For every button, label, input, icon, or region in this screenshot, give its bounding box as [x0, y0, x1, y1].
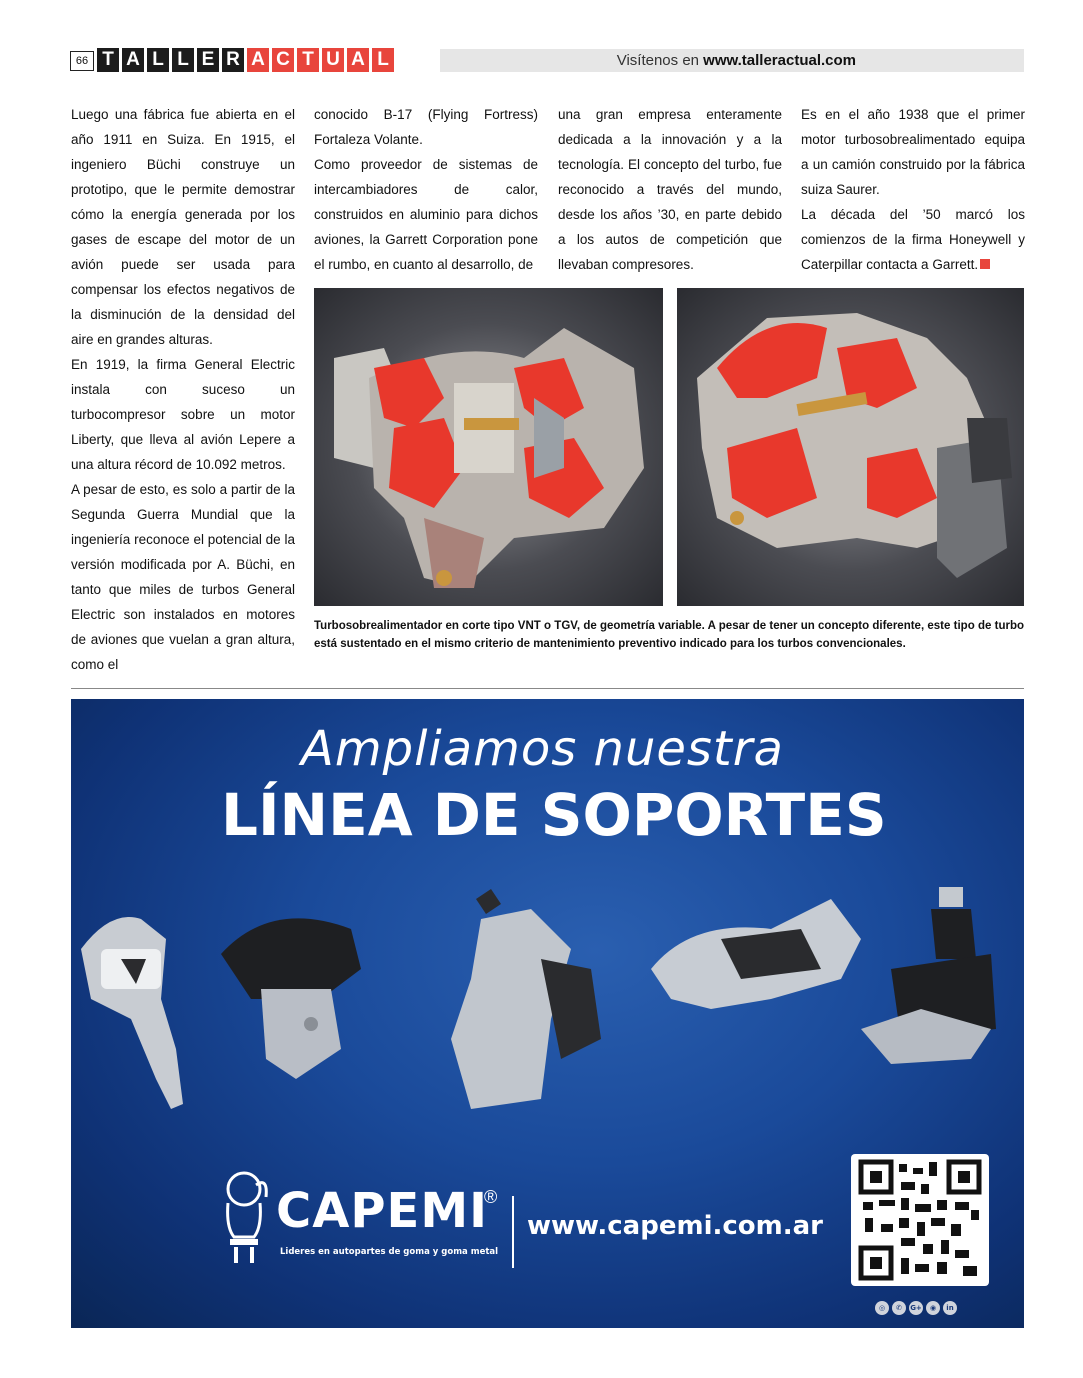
- logo-letter: L: [147, 48, 169, 72]
- section-divider: [71, 688, 1024, 689]
- ad-headline-bold: LÍNEA DE SOPORTES: [221, 781, 887, 849]
- logo-letter: C: [272, 48, 294, 72]
- article-column-2: [314, 102, 538, 277]
- capemi-website-link[interactable]: www.capemi.com.ar: [527, 1211, 823, 1241]
- logo-letter: L: [172, 48, 194, 72]
- site-banner: [440, 49, 1024, 72]
- google-plus-icon[interactable]: G+: [909, 1301, 923, 1315]
- logo-letter: U: [322, 48, 344, 72]
- end-of-article-icon: [980, 259, 990, 269]
- paragraph: A pesar de esto, es solo a partir de la Segunda Guerra Mundial que la ingeniería reconoce el potencial de la versión modificada por A. Büchi, en tanto que miles de turbos General Electric son instalados en motores de aviones que vuelan a gran altura, como el: [71, 482, 295, 672]
- article-column-1: [71, 102, 295, 677]
- logo-letter: A: [247, 48, 269, 72]
- logo-letter: A: [122, 48, 144, 72]
- paragraph: conocido B-17 (Flying Fortress) Fortaleza Volante.: [314, 107, 538, 147]
- social-icons: [875, 1301, 957, 1315]
- brand-name: CAPEMI: [276, 1183, 488, 1239]
- logo-letter: E: [197, 48, 219, 72]
- paragraph: En 1919, la firma General Electric instala con suceso un turbocompresor sobre un motor Liberty, que lleva al avión Lepere a una altura récord de 10.092 metros.: [71, 357, 295, 472]
- logo-letter: T: [297, 48, 319, 72]
- logo-letter: R: [222, 48, 244, 72]
- linkedin-icon[interactable]: in: [943, 1301, 957, 1315]
- ad-headline-light: Ampliamos nuestra: [301, 721, 784, 777]
- whatsapp-icon[interactable]: ✆: [892, 1301, 906, 1315]
- capemi-advertisement[interactable]: [71, 699, 1024, 1328]
- instagram-icon[interactable]: ◉: [926, 1301, 940, 1315]
- registered-mark: ®: [484, 1187, 498, 1207]
- magazine-logo: [97, 48, 394, 72]
- article-column-4: [801, 102, 1025, 277]
- capemi-logo: [216, 1161, 516, 1281]
- turbo-cutaway-photo-2: [677, 288, 1024, 606]
- paragraph: Como proveedor de sistemas de intercambiadores de calor, construidos en aluminio para dichos aviones, la Garrett Corporation pone el rumbo, en cuanto al desarrollo, de: [314, 157, 538, 272]
- article-column-3: [558, 102, 782, 277]
- paragraph: Es en el año 1938 que el primer motor turbosobrealimentado equipa a un camión construido por la fábrica suiza Saurer.: [801, 107, 1025, 197]
- elephant-mascot-icon: [216, 1167, 272, 1267]
- paragraph: [801, 202, 1025, 277]
- logo-letter: L: [372, 48, 394, 72]
- site-url-link[interactable]: www.talleractual.com: [703, 52, 856, 69]
- photo-caption: Turbosobrealimentador en corte tipo VNT o TGV, de geometría variable. A pesar de tener un concepto diferente, este tipo de turbo está sustentado en el mismo criterio de mantenimiento preventivo indicado para los turbos convencionales.: [314, 620, 1024, 650]
- logo-letter: T: [97, 48, 119, 72]
- paragraph: Luego una fábrica fue abierta en el año 1911 en Suiza. En 1915, el ingeniero Büchi construye un prototipo, que le permite demostrar cómo la energía generada por los gases de escape del motor de un avión puede ser usada para compensar los efectos negativos de la disminución de la densidad del aire en grandes alturas.: [71, 107, 295, 347]
- site-label: Visítenos en: [616, 52, 699, 69]
- qr-code-icon: [851, 1154, 989, 1286]
- logo-separator: [512, 1196, 514, 1268]
- turbo-cutaway-illustration: [677, 288, 1024, 606]
- turbo-cutaway-illustration: [314, 288, 663, 606]
- paragraph: una gran empresa enteramente dedicada a la innovación y a la tecnología. El concepto del turbo, fue reconocido a través del mundo, desde los años ’30, en parte debido a los autos de competición que llevaban compresores.: [558, 107, 782, 272]
- engine-mounts-product-image: [71, 859, 1024, 1129]
- page-number: 66: [70, 51, 94, 71]
- web-icon[interactable]: ◎: [875, 1301, 889, 1315]
- turbo-cutaway-photo-1: [314, 288, 663, 606]
- logo-letter: A: [347, 48, 369, 72]
- brand-tagline: Lideres en autopartes de goma y goma metal: [280, 1247, 499, 1257]
- page-header: [70, 47, 1024, 74]
- qr-code[interactable]: [851, 1154, 989, 1286]
- paragraph-text: La década del ’50 marcó los comienzos de la firma Honeywell y Caterpillar contacta a Garrett.: [801, 207, 1025, 272]
